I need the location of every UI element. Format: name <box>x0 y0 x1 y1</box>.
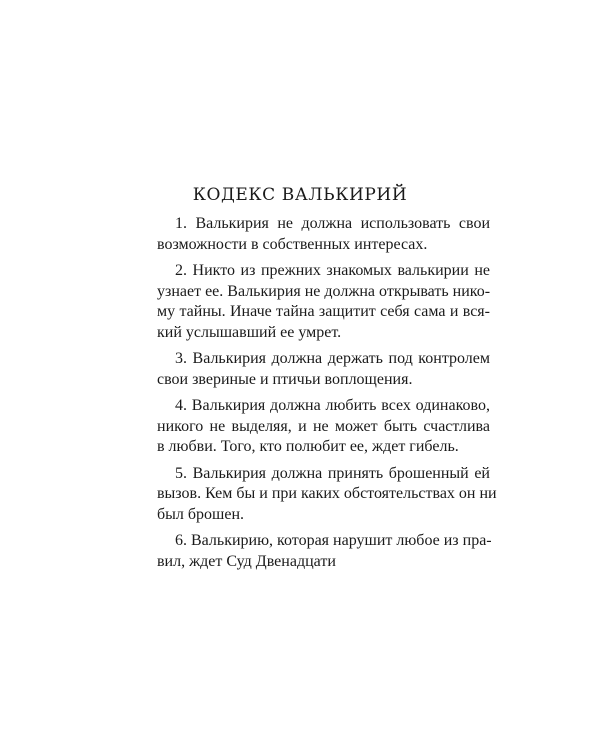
rule-line: 5. Валькирия должна принять брошенный ей <box>175 464 490 482</box>
rule-3 <box>157 349 490 390</box>
rule-line: никого не выделяя, и не может быть счастлива <box>157 417 490 435</box>
rule-line: вил, ждет Суд Двенадцати <box>157 552 336 570</box>
rule-4 <box>157 396 490 458</box>
rule-line: вызов. Кем бы и при каких обстоятельствах он ни <box>157 485 497 502</box>
rule-line: 2. Никто из прежних знакомых валькирии не <box>175 262 490 279</box>
rule-line: свои звериные и птичьи воплощения. <box>157 370 413 388</box>
rule-line: 3. Валькирия должна держать под контролем <box>175 350 490 367</box>
rule-line: 6. Валькирию, которая нарушит любое из пра- <box>175 532 492 549</box>
rule-line: возможности в собственных интересах. <box>157 235 428 253</box>
rule-line: был брошен. <box>157 505 244 523</box>
rule-5 <box>157 464 497 526</box>
rule-line: кий услышавший ее умрет. <box>157 323 342 341</box>
rule-1 <box>157 214 490 255</box>
rules-list <box>157 214 497 578</box>
rule-line: в любви. Того, кто полюбит ее, ждет гибель. <box>157 438 459 455</box>
page-title: КОДЕКС ВАЛЬКИРИЙ <box>192 185 408 205</box>
rule-line: узнает ее. Валькирия не должна открывать нико- <box>157 282 491 300</box>
rule-line: 4. Валькирия должна любить всех одинаково, <box>175 397 490 414</box>
rule-2 <box>157 261 490 343</box>
rule-line: му тайны. Иначе тайна защитит себя сама и вся- <box>157 303 490 320</box>
rule-6 <box>157 531 490 572</box>
rule-line: 1. Валькирия не должна использовать свои <box>175 215 490 232</box>
